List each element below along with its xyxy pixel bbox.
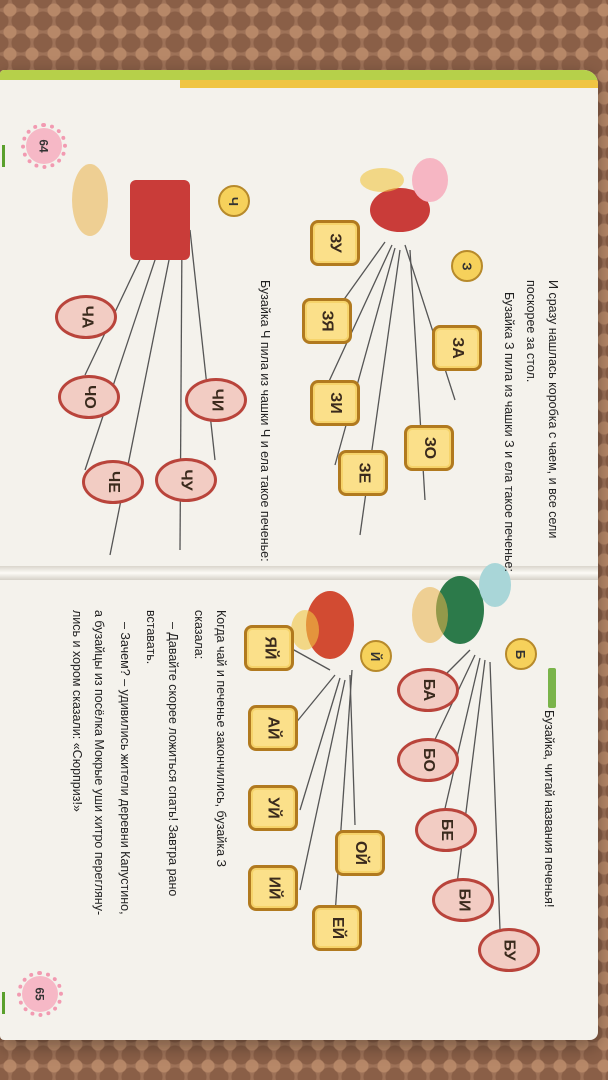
syllable-che: ЧЕ — [82, 460, 144, 504]
syllable-zu: ЗУ — [310, 220, 360, 266]
syllable-ze: ЗЕ — [338, 450, 388, 496]
syllable-uy: УЙ — [248, 785, 298, 831]
syllable-be: БЕ — [415, 808, 477, 852]
letter-tag-ch: Ч — [218, 185, 250, 217]
open-book — [0, 70, 598, 1040]
characters — [72, 158, 511, 659]
syllable-ey: ЕЙ — [312, 905, 362, 951]
story-line-7: лись и хором сказали: «Сюрприз!» — [70, 610, 84, 812]
flower-stem-left — [2, 145, 5, 167]
sentence-ch: Бузайка Ч пила из чашки Ч и ела такое печенье: — [258, 280, 272, 562]
page-number-right: 65 — [22, 976, 58, 1012]
letter-tag-y: Й — [360, 640, 392, 672]
letter-tag-b: Б — [505, 638, 537, 670]
paragraph-1: И сразу нашлась коробка с чаем, и все сели — [546, 280, 560, 539]
task-text: Бузайка, читай названия печенья! — [542, 710, 556, 908]
letter-tag-z: З — [451, 250, 483, 282]
syllable-zya: ЗЯ — [302, 298, 352, 344]
story-line-4: вставать. — [144, 610, 158, 665]
paragraph-1-cont: поскорее за стол. — [524, 280, 538, 383]
syllable-ay: АЙ — [248, 705, 298, 751]
story-line-3: – Давайте скорее ложиться спать! Завтра рано — [166, 622, 180, 897]
syllable-ba: БА — [397, 668, 459, 712]
syllable-chu: ЧУ — [155, 458, 217, 502]
syllable-yay: ЯЙ — [244, 625, 294, 671]
syllable-za: ЗА — [432, 325, 482, 371]
pencil-icon — [548, 668, 556, 708]
syllable-oy: ОЙ — [335, 830, 385, 876]
syllable-cho: ЧО — [58, 375, 120, 419]
story-line-1: Когда чай и печенье закончились, бузайка З — [214, 610, 228, 868]
story-line-5: – Зачем? – удивились жители деревни Капустино, — [118, 622, 132, 915]
page-number-left: 64 — [26, 128, 62, 164]
story-line-2: сказала: — [192, 610, 206, 660]
story-line-6: а бузайцы из посёлка Мокрые уши хитро перегляну- — [92, 610, 106, 916]
syllable-bo: БО — [397, 738, 459, 782]
syllable-zi: ЗИ — [310, 380, 360, 426]
syllable-cha: ЧА — [55, 295, 117, 339]
flower-stem-right — [2, 992, 5, 1014]
syllable-bu: БУ — [478, 928, 540, 972]
sentence-z: Бузайка З пила из чашки З и ела такое печенье: — [502, 292, 516, 572]
syllable-bi: БИ — [432, 878, 494, 922]
syllable-zo: ЗО — [404, 425, 454, 471]
syllable-chi: ЧИ — [185, 378, 247, 422]
syllable-iy: ИЙ — [248, 865, 298, 911]
